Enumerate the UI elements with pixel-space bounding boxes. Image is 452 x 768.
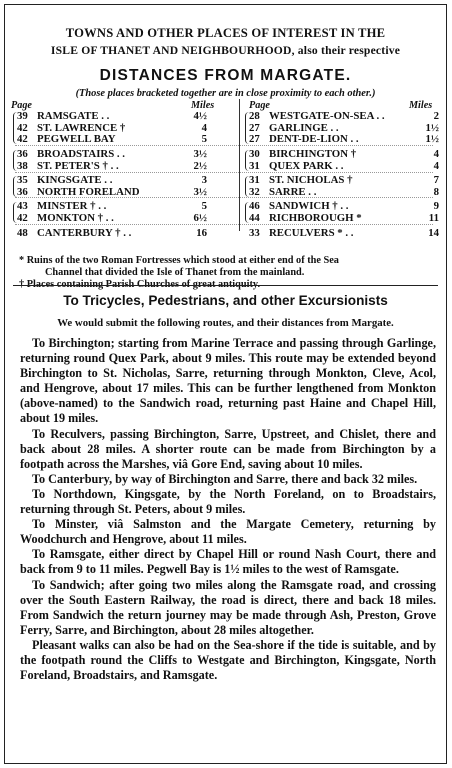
miles-value: 4	[433, 148, 439, 160]
page-number: 32	[249, 185, 260, 198]
header-line-2: ISLE OF THANET AND NEIGHBOURHOOD, also their respective	[50, 44, 401, 57]
page-number: 46	[249, 200, 260, 212]
route-paragraph: To Canterbury, by way of Birchington and Sarre, there and back 32 miles.	[32, 471, 418, 486]
place-name: ST. NICHOLAS †	[269, 174, 353, 186]
bracket-mark	[13, 176, 18, 197]
table-row	[245, 111, 445, 122]
miles-value: 16	[196, 226, 207, 239]
page-title: DISTANCES FROM MARGATE.	[99, 67, 352, 84]
miles-value: 2½	[193, 159, 207, 172]
miles-value: 9	[433, 200, 439, 212]
place-name: WESTGATE-ON-SEA . .	[269, 110, 385, 122]
place-name: ST. PETER'S † . .	[37, 159, 119, 172]
table-row	[245, 161, 445, 172]
place-name: GARLINGE . .	[269, 121, 339, 134]
page-number: 38	[17, 159, 28, 172]
bracket-mark	[13, 150, 18, 171]
bracket-mark	[13, 112, 18, 144]
header-line-1: TOWNS AND OTHER PLACES OF INTEREST IN THE	[65, 26, 386, 40]
page-number: 43	[17, 200, 28, 212]
table-row	[13, 228, 213, 239]
place-name: CANTERBURY † . .	[37, 226, 132, 239]
page-number: 31	[249, 159, 260, 172]
miles-value: 3	[201, 174, 207, 186]
table-row	[245, 213, 445, 224]
table-row	[245, 134, 445, 145]
page-number: 36	[17, 148, 28, 160]
col-miles-right: Miles	[409, 100, 433, 111]
miles-value: 11	[428, 211, 439, 224]
footnote-asterisk-cont: Channel that divided the Isle of Thanet from the mainland.	[45, 267, 305, 278]
place-name: NORTH FORELAND	[37, 185, 140, 198]
route-paragraph: To Ramsgate, either direct by Chapel Hill or round Nash Court, there and back from 9 to 11 miles. Pegwell Bay is 1½ miles to the west of Ramsgate.	[20, 547, 436, 577]
bracket-mark	[245, 112, 250, 144]
miles-value: 8	[433, 185, 439, 198]
page-number: 42	[17, 121, 28, 134]
col-miles-left: Miles	[191, 100, 215, 111]
route-paragraph: To Northdown, Kingsgate, by the North Foreland, on to Broadstairs, returning through St. Peters, about 9 miles.	[20, 486, 436, 517]
bracket-mark	[245, 176, 250, 197]
bracket-mark	[245, 150, 250, 171]
routes-body	[20, 336, 436, 683]
table-row	[13, 201, 213, 212]
footnote-asterisk: * Ruins of the two Roman Fortresses which stood at either end of the Sea	[19, 255, 339, 266]
place-name: PEGWELL BAY	[37, 133, 116, 145]
miles-value: 6½	[193, 211, 207, 224]
miles-value: 4½	[193, 110, 207, 122]
section-divider	[13, 285, 438, 286]
miles-value: 5	[201, 200, 207, 212]
place-name: ST. LAWRENCE †	[37, 121, 126, 134]
place-name: RAMSGATE . .	[37, 110, 110, 122]
miles-value: 3½	[193, 185, 207, 198]
miles-value: 5	[201, 133, 207, 145]
page-number: 42	[17, 133, 28, 145]
page-number: 48	[17, 226, 28, 239]
place-name: RECULVERS * . .	[269, 226, 354, 239]
place-name: RICHBOROUGH *	[269, 211, 362, 224]
row-separator	[15, 197, 433, 198]
table-row	[13, 149, 213, 160]
page-number: 44	[249, 211, 260, 224]
page-number: 35	[17, 174, 28, 186]
table-row	[13, 161, 213, 172]
place-name: SANDWICH † . .	[269, 200, 349, 212]
table-row	[245, 201, 445, 212]
page-number: 27	[249, 121, 260, 134]
table-row	[245, 175, 445, 186]
page-number: 30	[249, 148, 260, 160]
place-name: DENT-DE-LION . .	[269, 133, 359, 145]
section-title: To Tricycles, Pedestrians, and other Excursionists	[63, 293, 388, 308]
route-paragraph: Pleasant walks can also be had on the Sea-shore if the tide is suitable, and by the footpath round the Cliffs to Westgate and Birchington, Kingsgate, North Foreland, Broadstairs, and Ramsgate.	[20, 637, 436, 683]
page-number: 33	[249, 226, 260, 239]
table-row	[13, 175, 213, 186]
page-number: 28	[249, 110, 260, 122]
place-name: BIRCHINGTON †	[269, 148, 357, 160]
page-frame	[4, 4, 447, 764]
page-number: 27	[249, 133, 260, 145]
table-row	[13, 134, 213, 145]
table-row	[13, 111, 213, 122]
miles-value: 7	[433, 174, 439, 186]
miles-value: 3½	[193, 148, 207, 160]
place-name: MONKTON † . .	[37, 211, 114, 224]
column-divider	[239, 99, 240, 231]
page-number: 36	[17, 185, 28, 198]
route-paragraph: To Reculvers, passing Birchington, Sarre, Upstreet, and Chislet, there and back about 28 miles. A shorter route can be made from Birchington by a footpath across the Marshes, viâ Gore End, saving about 10 miles.	[20, 426, 436, 471]
miles-value: 4	[433, 159, 439, 172]
bracket-mark	[245, 202, 250, 223]
place-name: KINGSGATE . .	[37, 174, 113, 186]
place-name: SARRE . .	[269, 185, 317, 198]
section-subtitle: We would submit the following routes, and their distances from Margate.	[57, 317, 394, 329]
bracket-note: (Those places bracketed together are in close proximity to each other.)	[75, 88, 376, 99]
row-separator	[15, 145, 433, 146]
col-page-right: Page	[249, 100, 270, 111]
row-separator	[15, 224, 433, 225]
route-paragraph: To Sandwich; after going two miles along the Ramsgate road, and crossing over the South Eastern Railway, the road is direct, there and back 18 miles. From Sandwich the return journey may be made through Ash, Preston, Grove Ferry, Sarre, and Birchington, about 28 miles altogether.	[20, 577, 436, 637]
page-number: 39	[17, 110, 28, 122]
place-name: QUEX PARK . .	[269, 159, 344, 172]
table-row	[13, 213, 213, 224]
route-paragraph: To Minster, viâ Salmston and the Margate Cemetery, returning by Woodchurch and Hengrove, about 11 miles.	[20, 517, 436, 547]
miles-value: 2	[433, 110, 439, 122]
table-row	[245, 149, 445, 160]
route-paragraph: To Birchington; starting from Marine Terrace and passing through Garlinge, returning round Quex Park, about 9 miles. This route may be extended beyond Birchington to St. Nicholas, Sarre, returning through Monkton, Cleve, Acol, and Hengrove, about 17 miles. This can be further lengthened from Monkton (above-named) to the Sandwich road, returning past Haine and Chapel Hill, about 19 miles.	[20, 336, 436, 426]
place-name: MINSTER † . .	[37, 200, 107, 212]
row-separator	[15, 172, 433, 173]
table-row	[245, 228, 445, 239]
footnote-dagger: † Places containing Parish Churches of great antiquity.	[19, 279, 261, 290]
bracket-mark	[13, 202, 18, 223]
miles-value: 1½	[425, 121, 439, 134]
page-number: 42	[17, 211, 28, 224]
miles-value: 1½	[425, 133, 439, 145]
place-name: BROADSTAIRS . .	[37, 148, 125, 160]
miles-value: 4	[201, 121, 207, 134]
col-page-left: Page	[11, 100, 32, 111]
page-number: 31	[249, 174, 260, 186]
header-block	[5, 25, 446, 59]
miles-value: 14	[428, 226, 439, 239]
